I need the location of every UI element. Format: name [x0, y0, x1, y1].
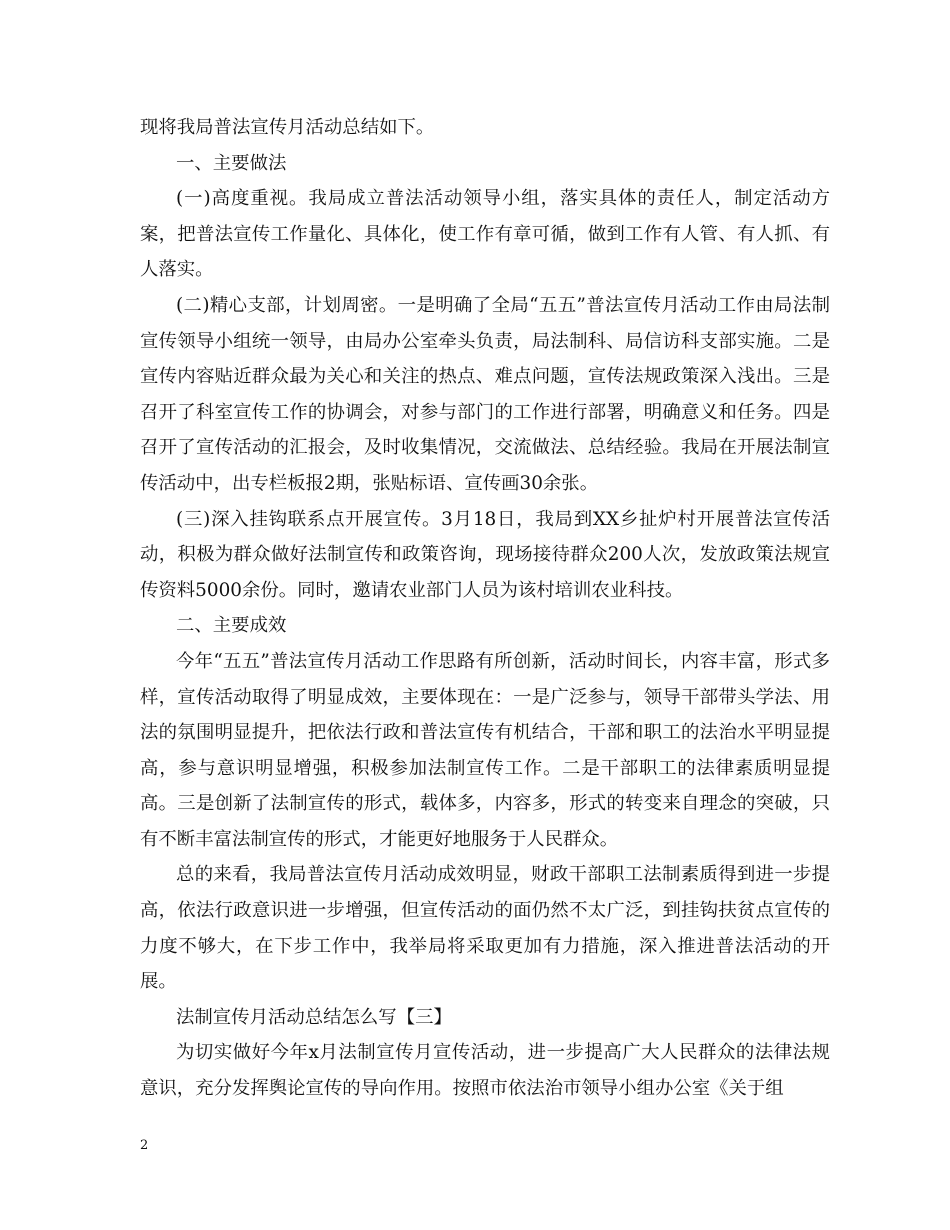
page-number: 2 [140, 1138, 149, 1153]
paragraph-results: 今年“五五”普法宣传月活动工作思路有所创新，活动时间长，内容丰富，形式多样，宣传活动取得了明显成效，主要体现在：一是广泛参与，领导干部带头学法、用法的氛围明显提升，把依法行政和普法宣传有机结合，干部和职工的法治水平明显提高，参与意识明显增强，积极参加法制宣传工作。二是干部职工的法律素质明显提高。三是创新了法制宣传的形式，载体多，内容多，形式的转变来自理念的突破，只有不断丰富法制宣传的形式，才能更好地服务于人民群众。 [140, 650, 830, 850]
paragraph-overall: 总的来看，我局普法宣传月活动成效明显，财政干部职工法制素质得到进一步提高，依法行政意识进一步增强，但宣传活动的面仍然不太广泛，到挂钩扶贫点宣传的力度不够大，在下步工作中，我举局将采取更加有力措施，深入推进普法活动的开展。 [140, 864, 830, 993]
paragraph-high-attention: (一)高度重视。我局成立普法活动领导小组，落实具体的责任人，制定活动方案，把普法宣传工作量化、具体化，使工作有章可循，做到工作有人管、有人抓、有人落实。 [140, 188, 830, 281]
paragraph-contact-point: (三)深入挂钩联系点开展宣传。3月18日，我局到XX乡扯炉村开展普法宣传活动，积极为群众做好法制宣传和政策咨询，现场接待群众200人次，发放政策法规宣传资料5000余份。同时，邀请农业部门人员为该村培训农业科技。 [140, 508, 830, 601]
section-heading-part-three: 法制宣传月活动总结怎么写【三】 [176, 1006, 452, 1028]
section-heading-main-practices: 一、主要做法 [176, 152, 287, 174]
paragraph-careful-planning: (二)精心支部，计划周密。一是明确了全局“五五”普法宣传月活动工作由局法制宣传领导小组统一领导，由局办公室牵头负责，局法制科、局信访科支部实施。二是宣传内容贴近群众最为关心和关注的热点、难点问题，宣传法规政策深入浅出。三是召开了科室宣传工作的协调会，对参与部门的工作进行部署，明确意义和任务。四是召开了宣传活动的汇报会，及时收集情况，交流做法、总结经验。我局在开展法制宣传活动中，出专栏板报2期，张贴标语、宣传画30余张。 [140, 294, 830, 494]
paragraph-intro: 现将我局普法宣传月活动总结如下。 [140, 117, 435, 138]
section-heading-main-results: 二、主要成效 [176, 615, 287, 637]
document-body [140, 110, 830, 1107]
paragraph-part-three-intro: 为切实做好今年x月法制宣传月宣传活动，进一步提高广大人民群众的法律法规意识，充分发挥舆论宣传的导向作用。按照市依法治市领导小组办公室《关于组 [140, 1042, 830, 1100]
